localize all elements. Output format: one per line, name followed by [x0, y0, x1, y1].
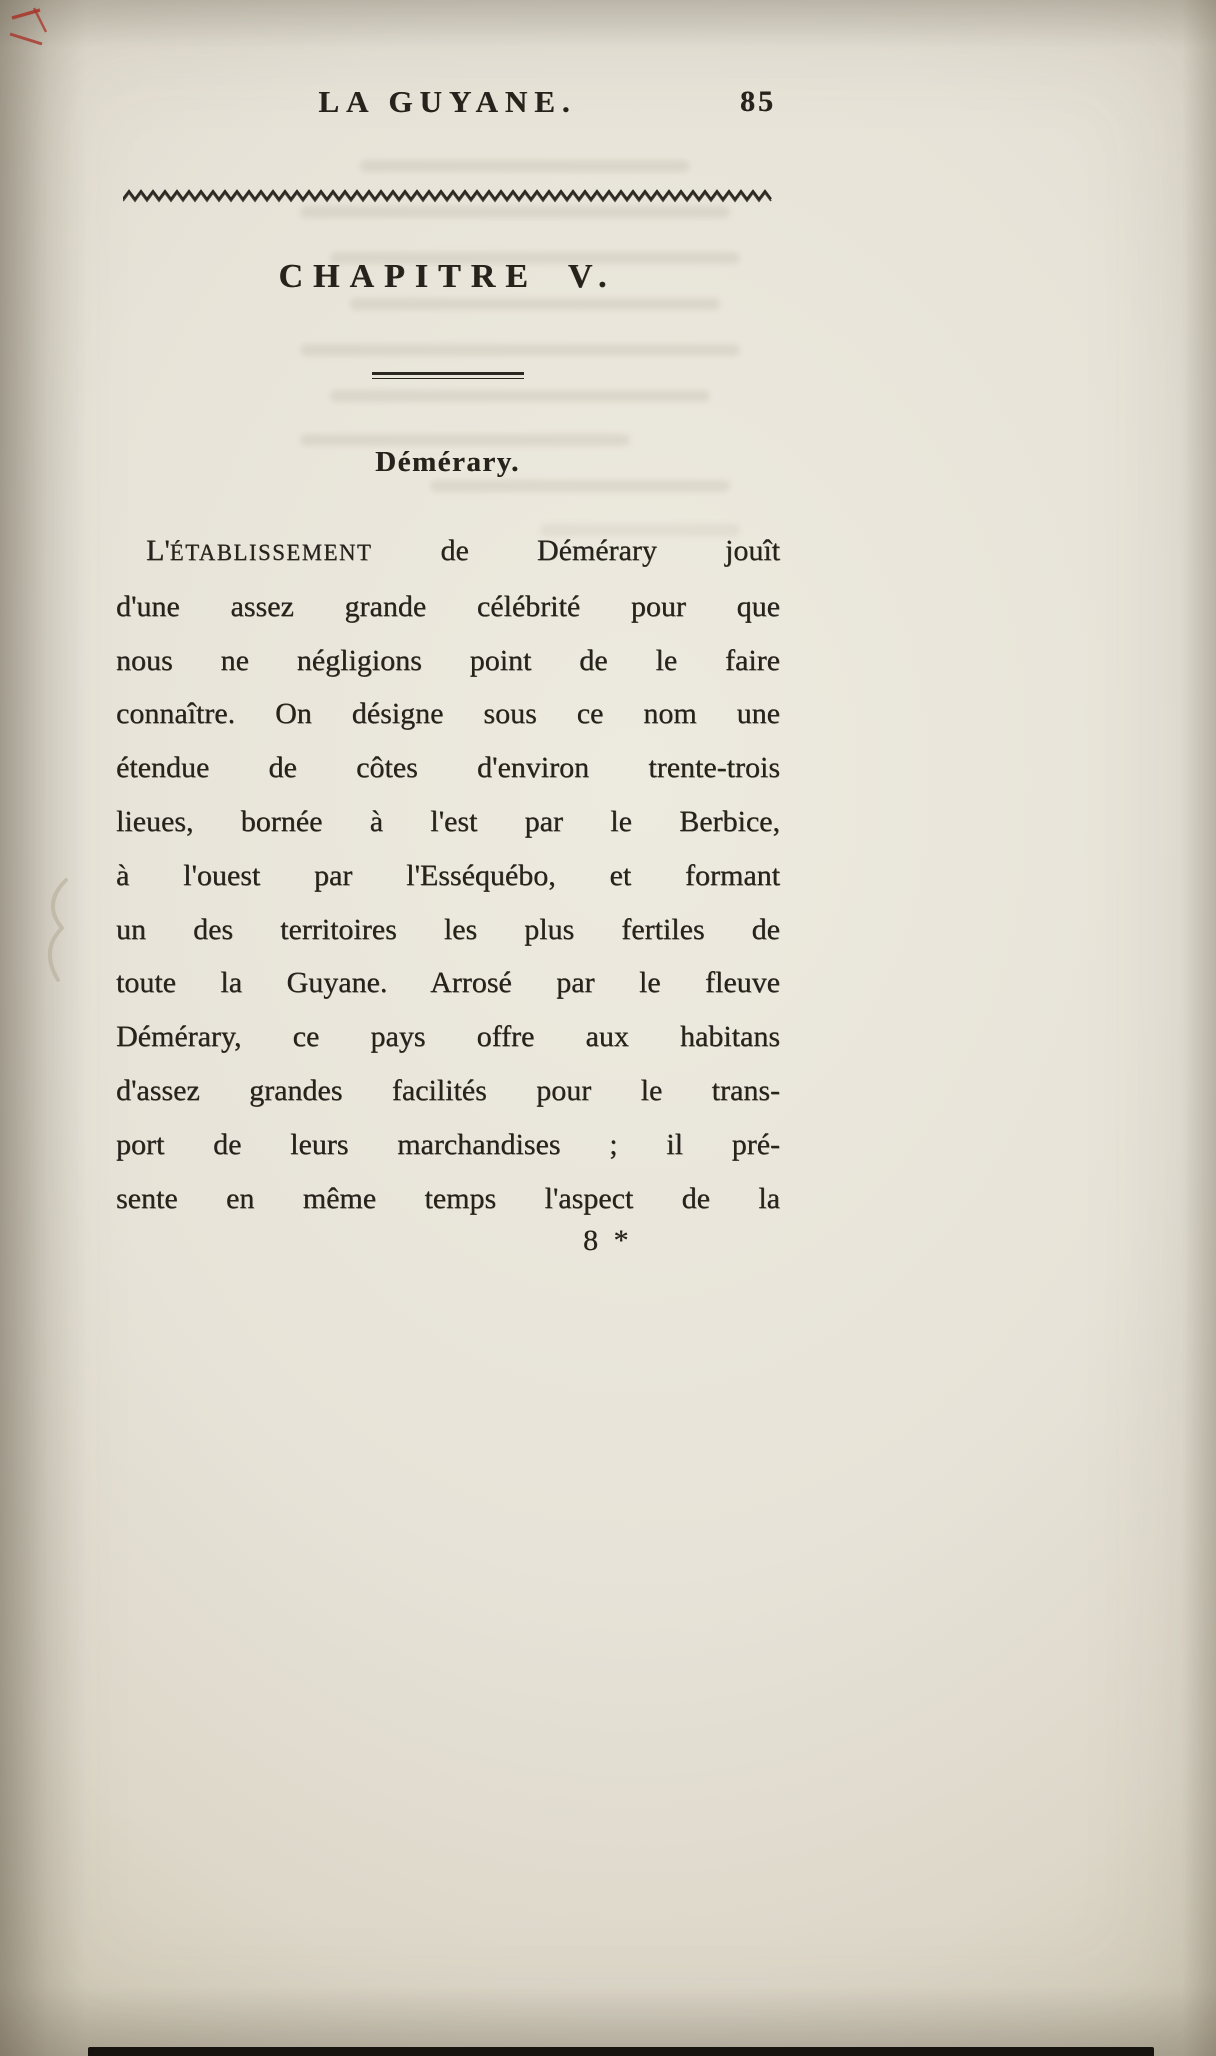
running-header: [115, 84, 780, 128]
bleedthrough-smudge: [300, 206, 730, 218]
paper-edge-right-shadow: [1182, 0, 1216, 2056]
paper-edge-bottom-shadow: [0, 1986, 1216, 2056]
body-line: Démérary, ce pays offre aux habitans: [116, 1020, 780, 1054]
running-header-title: LA GUYANE.: [318, 84, 577, 119]
paragraph: [116, 524, 780, 1225]
chapter-heading: CHAPITRE V.: [278, 258, 617, 295]
lead-smallcaps: ÉTABLISSEMENT: [169, 540, 373, 565]
body-line: un des territoires les plus fertiles de: [116, 912, 780, 946]
chapter-rule: [372, 372, 524, 379]
margin-squiggle-mark: [40, 876, 74, 986]
line-text: de Démérary jouît: [372, 534, 780, 567]
signature-mark: 8 *: [583, 1224, 633, 1257]
body-line: [116, 524, 780, 580]
body-line: d'assez grandes facilités pour le trans-: [116, 1073, 780, 1107]
signature-row: [115, 1224, 780, 1258]
lead-initial: L': [146, 534, 170, 567]
body-line: à l'ouest par l'Esséquébo, et formant: [116, 858, 780, 892]
paper-edge-top-shadow: [0, 0, 1216, 48]
bleedthrough-smudge: [300, 344, 740, 356]
body-line: nous ne négligions point de le faire: [116, 643, 780, 677]
body-line: toute la Guyane. Arrosé par le fleuve: [116, 966, 780, 1000]
body-line: sente en même temps l'aspect de la: [116, 1181, 780, 1215]
scan-edge-strip: [88, 2047, 1154, 2056]
ornamental-rule: [123, 188, 775, 206]
paper-edge-left-shadow: [0, 0, 86, 2056]
bleedthrough-smudge: [330, 390, 710, 402]
bleedthrough-smudge: [350, 298, 720, 310]
bleedthrough-smudge: [430, 480, 730, 492]
body-line: d'une assez grande célébrité pour que: [116, 589, 780, 623]
body-line: étendue de côtes d'environ trente-trois: [116, 751, 780, 785]
bleedthrough-smudge: [300, 434, 630, 446]
body-line: port de leurs marchandises ; il pré-: [116, 1127, 780, 1161]
body-line: lieues, bornée à l'est par le Berbice,: [116, 804, 780, 838]
page-number: 85: [740, 85, 776, 118]
section-title: Démérary.: [375, 446, 520, 478]
body-line: connaître. On désigne sous ce nom une: [116, 697, 780, 731]
red-ink-marks: [4, 2, 74, 62]
bleedthrough-smudge: [360, 160, 690, 172]
